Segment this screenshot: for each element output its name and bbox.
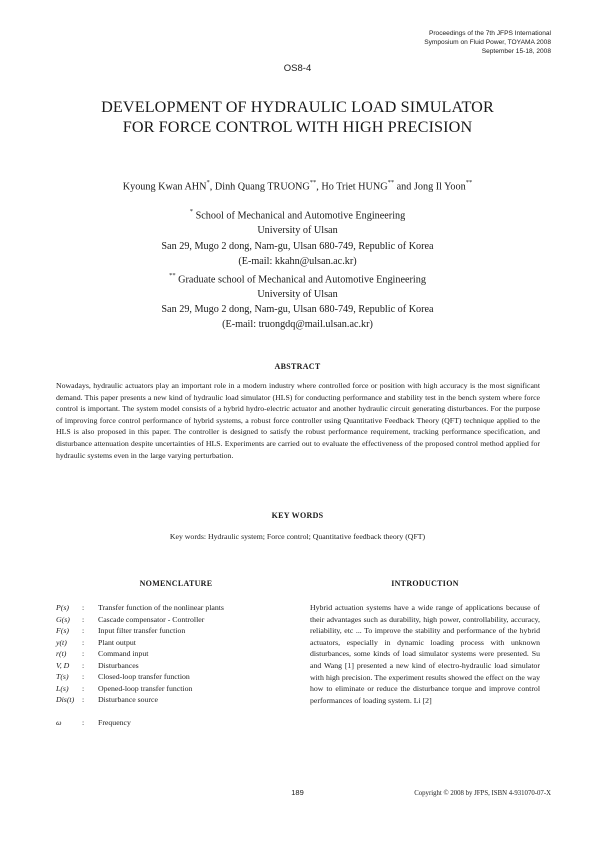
nomenclature-colon: :	[82, 626, 85, 635]
nomenclature-row	[56, 614, 296, 626]
nomenclature-colon: :	[82, 603, 85, 612]
author-3-mark: **	[387, 179, 395, 186]
affiliation-2-mark: **	[169, 271, 176, 279]
title-line-2: FOR FORCE CONTROL WITH HIGH PRECISION	[122, 118, 473, 136]
nomenclature-row	[56, 683, 296, 695]
author-3: , Ho Triet HUNG	[316, 181, 388, 193]
abstract-heading: ABSTRACT	[274, 362, 321, 371]
nomenclature-row	[56, 637, 296, 649]
copyright-notice: Copyright © 2008 by JFPS, ISBN 4-931070-07-X	[414, 790, 551, 797]
nomenclature-colon: :	[82, 718, 85, 727]
nomenclature-list	[56, 602, 296, 729]
affiliation-1-university: University of Ulsan	[257, 225, 338, 237]
paper-title	[0, 97, 595, 137]
nomenclature-heading: NOMENCLATURE	[139, 579, 213, 588]
title-line-1: DEVELOPMENT OF HYDRAULIC LOAD SIMULATOR	[101, 98, 494, 116]
keywords-text: Key words: Hydraulic system; Force control; Quantitative feedback theory (QFT)	[169, 532, 426, 541]
nomenclature-description: Opened-loop transfer function	[98, 683, 193, 693]
page-number: 189	[291, 788, 304, 797]
affiliation-1-mark: *	[189, 208, 194, 215]
author-list	[0, 180, 595, 192]
nomenclature-colon: :	[82, 614, 85, 624]
nomenclature-symbol: Dis(t)	[56, 695, 75, 704]
nomenclature-symbol: G(s)	[56, 614, 70, 624]
nomenclature-description: Transfer function of the nonlinear plants	[98, 603, 224, 612]
nomenclature-colon: :	[82, 637, 85, 647]
nomenclature-description: Command input	[98, 649, 149, 658]
nomenclature-description: Disturbance source	[98, 695, 158, 704]
affiliation-2-name: ** Graduate school of Mechanical and Automotive Engineering	[169, 271, 426, 286]
nomenclature-colon: :	[82, 660, 85, 670]
nomenclature-symbol: L(s)	[56, 683, 69, 693]
nomenclature-row	[56, 648, 296, 660]
nomenclature-row	[56, 717, 296, 729]
affiliation-2-email: (E-mail: truongdq@mail.ulsan.ac.kr)	[222, 319, 373, 331]
nomenclature-description: Input filter transfer function	[98, 626, 186, 635]
author-4-mark: **	[465, 179, 473, 186]
nomenclature-symbol: F(s)	[56, 626, 69, 635]
author-1-mark: *	[206, 179, 210, 186]
nomenclature-row	[56, 602, 296, 614]
affiliation-2-address: San 29, Mugo 2 dong, Nam-gu, Ulsan 680-749, Republic of Korea	[161, 304, 434, 316]
nomenclature-symbol: T(s)	[56, 672, 69, 681]
proceedings-line-2: Symposium on Fluid Power, TOYAMA 2008	[424, 39, 551, 46]
author-2: , Dinh Quang TRUONG	[209, 181, 310, 193]
affiliation-2-university: University of Ulsan	[257, 289, 338, 301]
nomenclature-symbol: r(t)	[56, 649, 67, 658]
affiliation-1-address: San 29, Mugo 2 dong, Nam-gu, Ulsan 680-749, Republic of Korea	[161, 240, 434, 252]
affiliation-1-name: * School of Mechanical and Automotive Engineering	[189, 208, 406, 222]
nomenclature-colon: :	[82, 683, 85, 693]
keywords-heading: KEY WORDS	[271, 511, 324, 520]
nomenclature-symbol: P(s)	[56, 603, 69, 612]
author-1: Kyoung Kwan AHN	[122, 181, 207, 193]
nomenclature-row	[56, 660, 296, 672]
affiliations	[0, 205, 595, 333]
introduction-text: Hybrid actuation systems have a wide range of applications because of their advantages such as durability, high power, controllability, accuracy, reliability, etc ... To improve the stability and performance of the hybrid actuators, especially in dynamic loading process with unknown disturbances, some kinds of load simulator systems were presented. Su and Wang [1] presented a new kind of electro-hydraulic load simulator with high precision. The experiment results showed the effect on the way how to eliminate or reduce the disturbance torque and improve control performances of loading system. Li [2]	[310, 603, 540, 705]
nomenclature-description: Plant output	[98, 637, 136, 647]
nomenclature-description: Closed-loop transfer function	[98, 672, 190, 681]
proceedings-line-3: September 15-18, 2008	[481, 48, 551, 55]
session-code: OS8-4	[283, 63, 312, 74]
nomenclature-symbol: V, D	[56, 660, 70, 670]
abstract-text: Nowadays, hydraulic actuators play an important role in a modern industry where controlled force or position with high accuracy is the most significant demand. This paper presents a new kind of hydraulic load simulator (HLS) for conducting performance and stability test in the bench system where force control is important. The system model consists of a hybrid hydro-electric actuator and another hydraulic circuit generating disturbances. For the purpose of improving force control performance of hybrid systems, a robust force controller using Quantitative Feedback Theory (QFT) technique applied to the HLS is also proposed in this paper. The controller is designed to satisfy the robust performance requirement, tracking performance specification, and disturbance attenuation despite uncertainties of HLS. Experiments are carried out to evaluate the effectiveness of the proposed control method applied for hydraulic systems even in the large varying perturbation.	[56, 381, 540, 460]
nomenclature-description: Frequency	[98, 718, 131, 727]
nomenclature-description: Disturbances	[98, 660, 139, 670]
nomenclature-description: Cascade compensator - Controller	[98, 614, 205, 624]
author-2-mark: **	[309, 179, 317, 186]
nomenclature-colon: :	[82, 695, 85, 704]
nomenclature-row	[56, 625, 296, 637]
nomenclature-row	[56, 694, 296, 706]
proceedings-header	[424, 29, 551, 56]
nomenclature-symbol: ω	[56, 718, 62, 727]
nomenclature-row	[56, 671, 296, 683]
affiliation-1-email: (E-mail: kkahn@ulsan.ac.kr)	[238, 255, 357, 267]
proceedings-line-1: Proceedings of the 7th JFPS International	[428, 30, 551, 37]
nomenclature-symbol: y(t)	[56, 637, 67, 647]
nomenclature-colon: :	[82, 672, 85, 681]
nomenclature-colon: :	[82, 649, 85, 658]
author-4: and Jong Il Yoon	[394, 181, 466, 193]
introduction-heading: INTRODUCTION	[391, 579, 459, 588]
